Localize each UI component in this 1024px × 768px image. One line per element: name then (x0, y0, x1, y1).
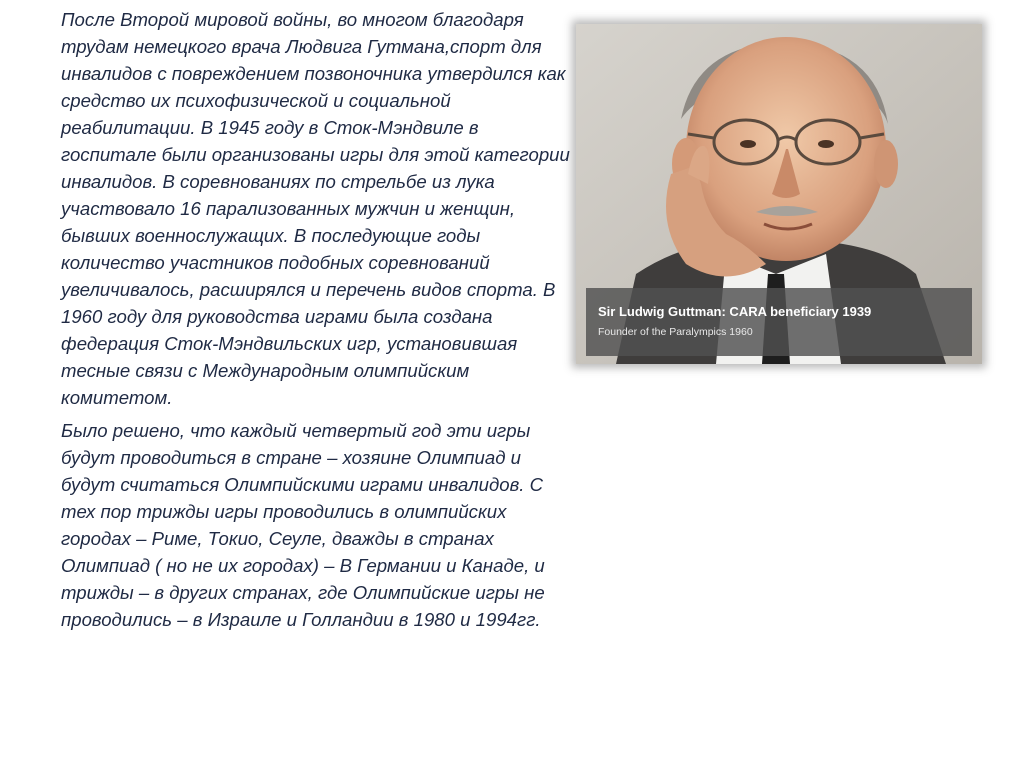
caption-subtitle: Founder of the Paralympics 1960 (598, 326, 753, 338)
portrait-photo (576, 24, 982, 364)
caption-title: Sir Ludwig Guttman: CARA beneficiary 1939 (598, 304, 872, 319)
paragraph-1: После Второй мировой войны, во многом благодаря трудам немецкого врача Людвига Гутмана,спорт для инвалидов с повреждением позвоночника утвердился как средство их психофизической и социальной реабилитации. В 1945 году в Сток-Мэндвиле в госпитале были организованы игры для этой категории инвалидов. В соревнованиях по стрельбе из лука участвовало 16 парализованных мужчин и женщин, бывших военнослужащих. В последующие годы количество участников подобных соревнований увеличивалось, расширялся и перечень видов спорта. В 1960 году для руководства играми была создана федерация Сток-Мэндвильских игр, установившая тесные связи с Международным олимпийским комитетом. (61, 9, 570, 408)
right-ear (874, 140, 898, 188)
caption-band (586, 288, 972, 356)
paragraph-2: Было решено, что каждый четвертый год эти игры будут проводиться в стране – хозяине Олимпиад и будут считаться Олимпийскими играми инвалидов. С тех пор трижды игры проводились в олимпийских городах – Риме, Токио, Сеуле, дважды в странах Олимпиад ( но не их городах) – В Германии и Канаде, и трижды – в других странах, где Олимпийские игры не проводились – в Израиле и Голландии в 1980 и 1994гг. (61, 420, 545, 630)
body-text (61, 6, 573, 639)
left-eye (740, 140, 756, 148)
right-eye (818, 140, 834, 148)
